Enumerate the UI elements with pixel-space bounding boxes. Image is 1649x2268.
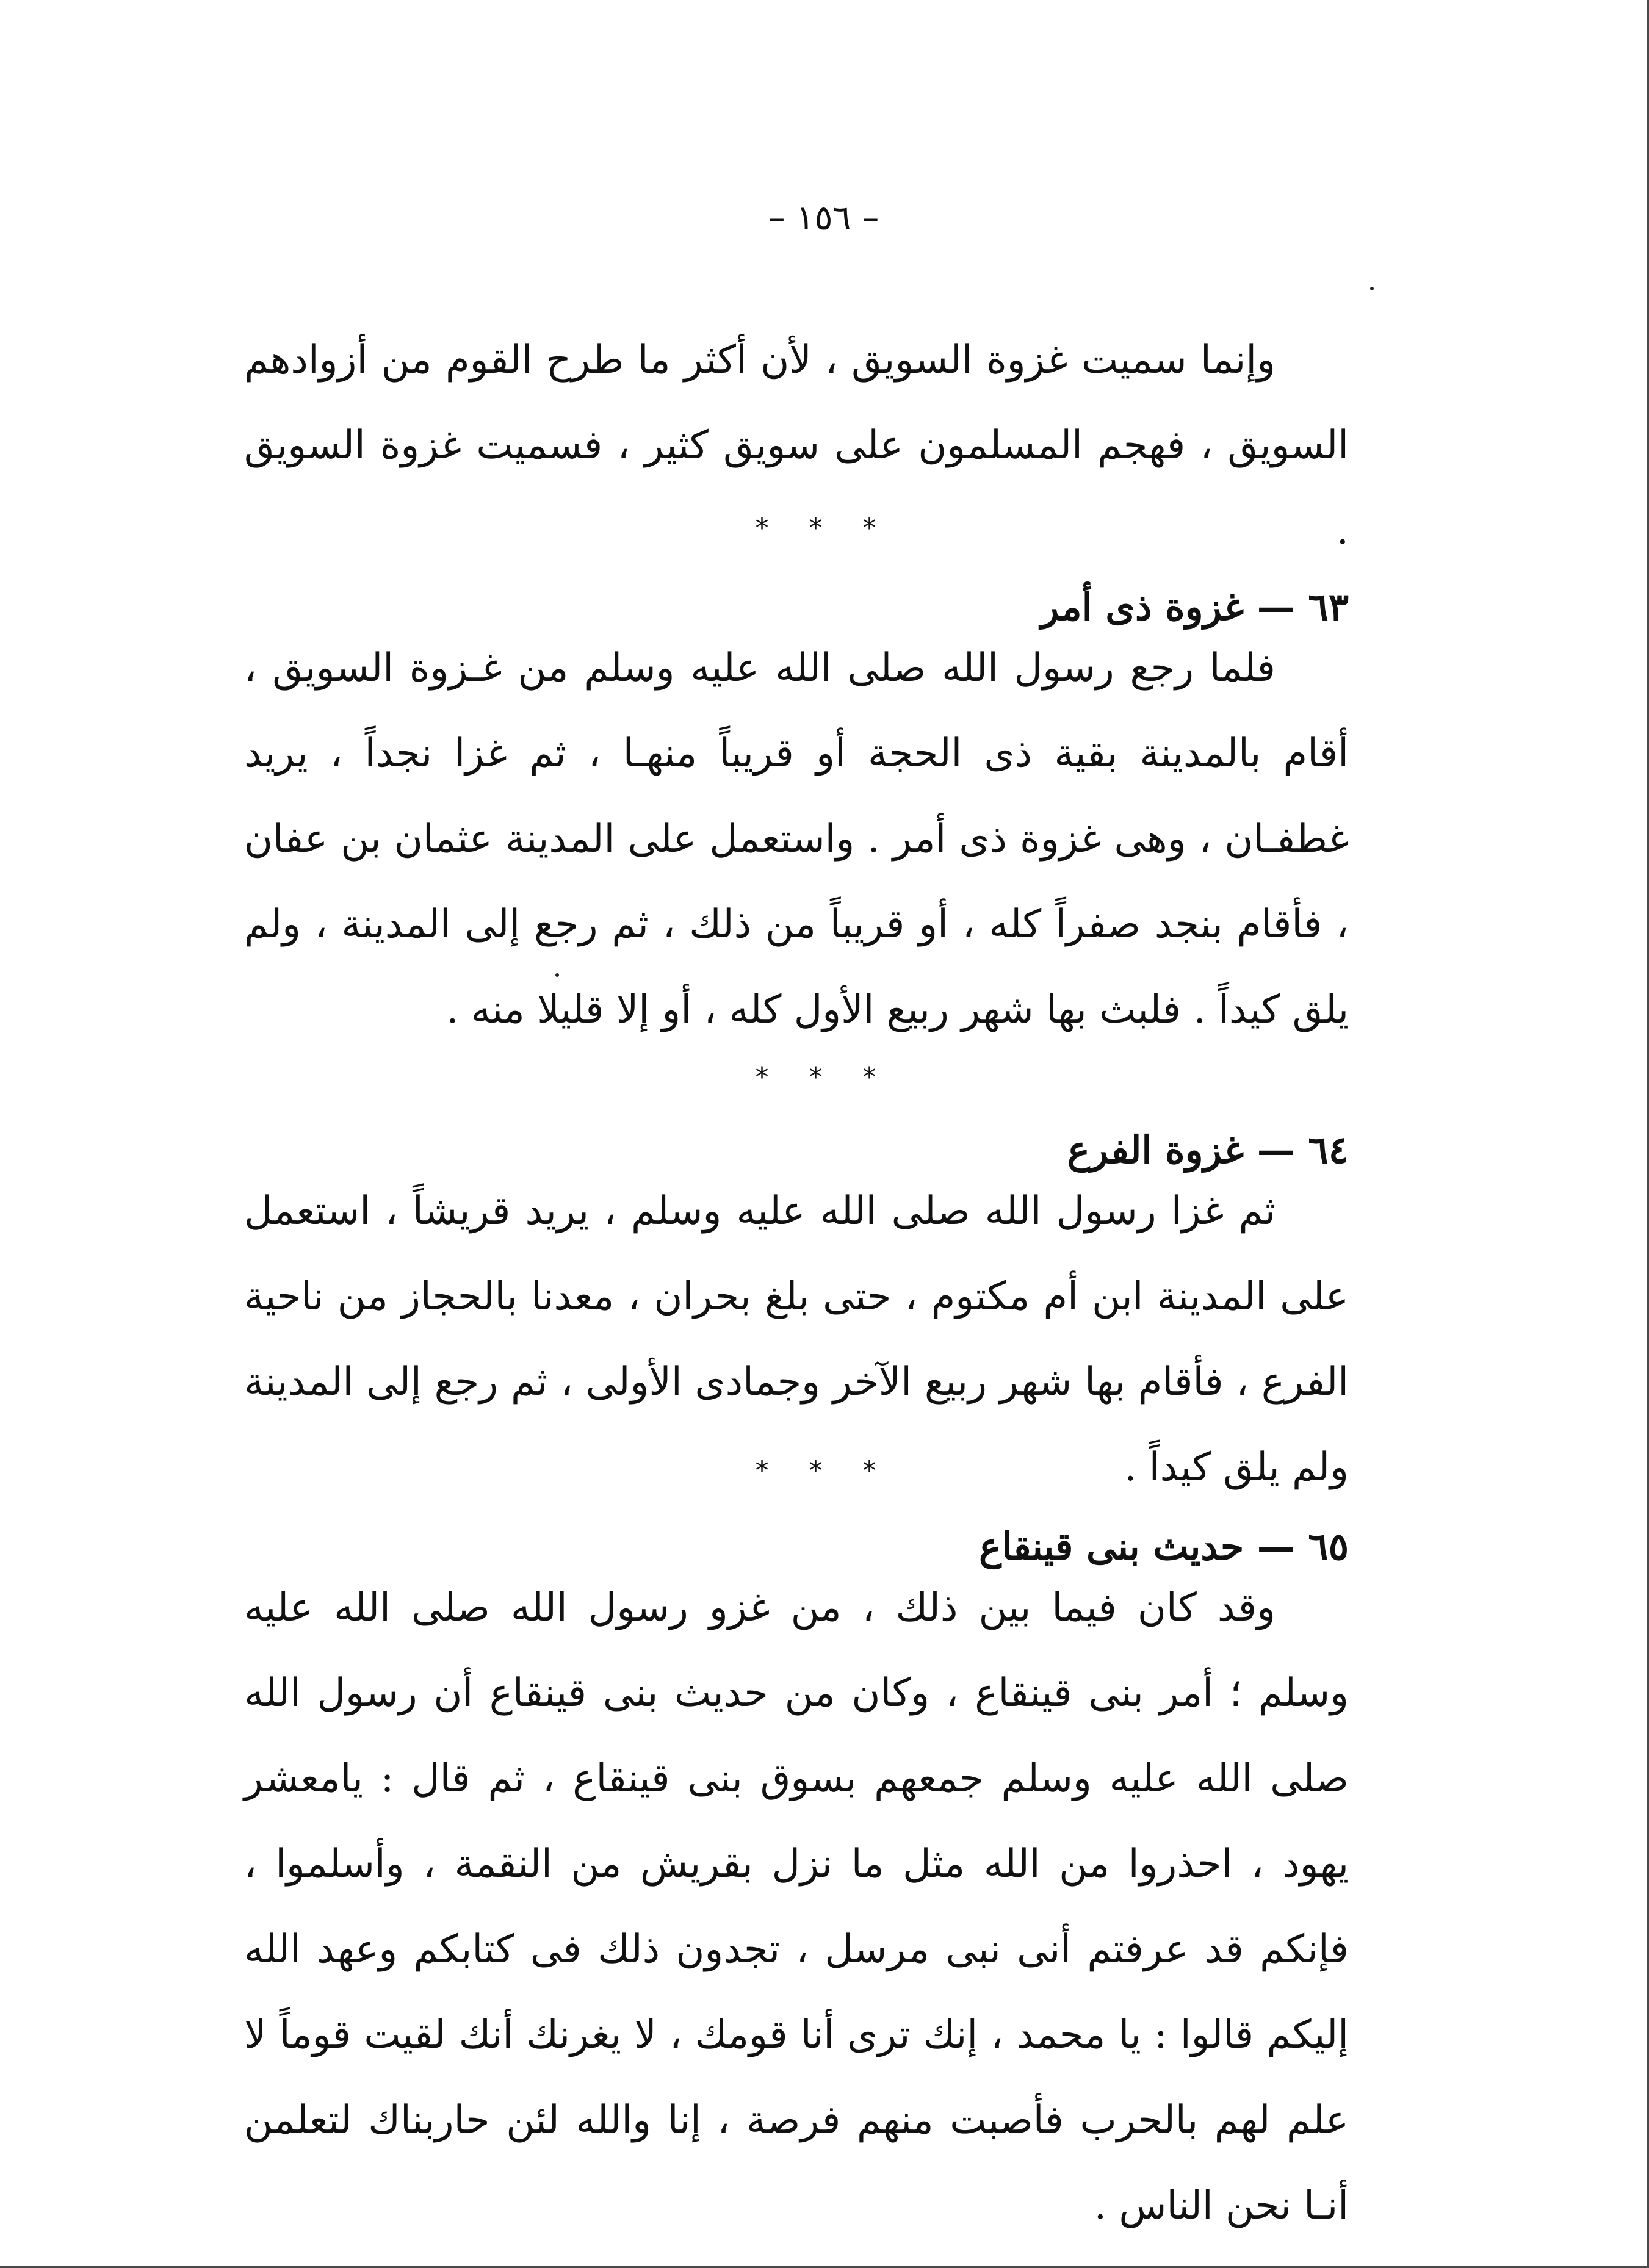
scan-speck [1370, 287, 1374, 290]
section-text-65 [244, 1565, 1349, 2248]
intro-text: وإنما سميت غزوة السويق ، لأن أكثر ما طرح القوم من أزوادهم السويق ، فهجم المسلمون على سويق كثير ، فسميت غزوة السويق . [244, 337, 1349, 553]
section-heading-64: ٦٤ — غزوة الفرع [1067, 1128, 1349, 1172]
section-64-paragraph: ثم غزا رسول الله صلى الله عليه وسلم ، يريد قريشاً ، استعمل على المدينة ابن أم مكتوم ، حتى بلغ بحران ، معدنا بالحجاز من ناحية الفرع ، فأقام بها شهر ربيع الآخر وجمادى الأولى ، ثم رجع إلى المدينة ولم يلق كيداً . [244, 1189, 1349, 1490]
separator-3: * * * [755, 1455, 892, 1486]
scan-speck [555, 973, 559, 977]
separator-2: * * * [755, 1062, 892, 1093]
section-heading-65: ٦٥ — حديث بنى قينقاع [979, 1524, 1349, 1569]
section-heading-63: ٦٣ — غزوة ذى أمر [1041, 585, 1349, 629]
separator-1: * * * [755, 513, 892, 544]
section-65-paragraph: وقد كان فيما بين ذلك ، من غزو رسول الله صلى الله عليه وسلم ؛ أمر بنى قينقاع ، وكان من حديث بنى قينقاع أن رسول الله صلى الله عليه وسلم جمعهم بسوق بنى قينقاع ، ثم قال : يامعشر يهود ، احذروا من الله مثل ما نزل بقريش من النقمة ، وأسلموا ، فإنكم قد عرفتم أنى نبى مرسل ، تجدون ذلك فى كتابكم وعهد الله إليكم قالوا : يا محمد ، إنك ترى أنا قومك ، لا يغرنك أنك لقيت قوماً لا علم لهم بالحرب فأصبت منهم فرصة ، إنا والله لئن حاربناك لتعلمن أنـا نحن الناس . [244, 1585, 1349, 2228]
page-number: – ١٥٦ – [768, 198, 879, 238]
section-63-paragraph: فلما رجع رسول الله صلى الله عليه وسلم من غـزوة السويق ، أقام بالمدينة بقية ذى الحجة أو قريباً منهـا ، ثم غزا نجداً ، يريد غطفـان ، وهى غزوة ذى أمر . واستعمل على المدينة عثمان بن عفان ، فأقام بنجد صفراً كله ، أو قريباً من ذلك ، ثم رجع إلى المدينة ، ولم يلق كيداً . فلبث بها شهر ربيع الأول كله ، أو إلا قليلا منه . [244, 646, 1349, 1032]
section-text-63 [244, 625, 1349, 1053]
